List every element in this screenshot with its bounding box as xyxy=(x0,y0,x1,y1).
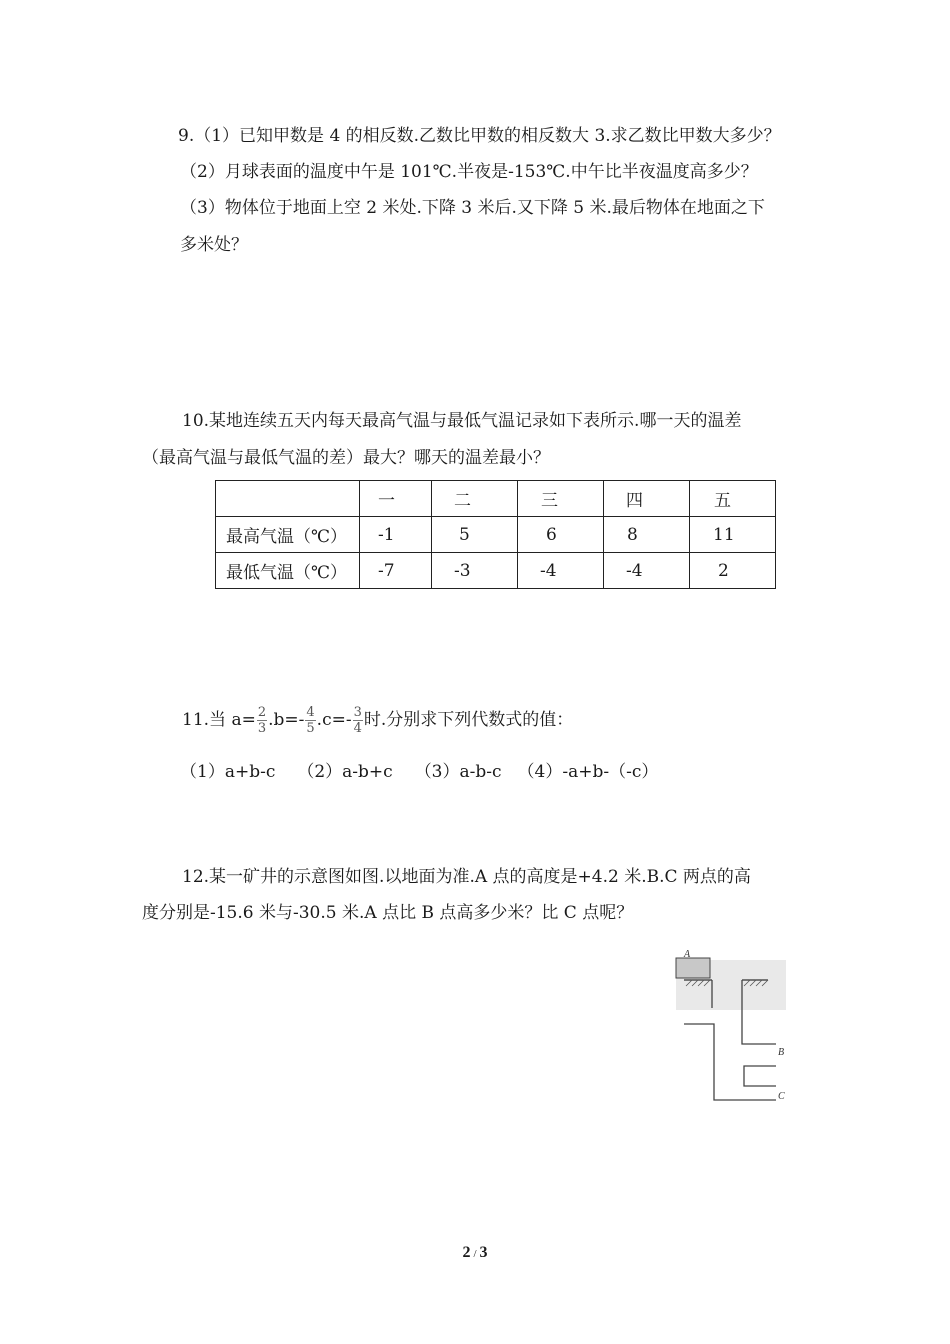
table-row-label-high: 最高气温（℃） xyxy=(216,517,360,553)
table-header-row xyxy=(216,481,776,517)
q11-prefix: 11.当 a= xyxy=(182,710,256,730)
q11-item-2: （2）a-b+c xyxy=(297,762,393,782)
fraction-b-numerator: 4 xyxy=(306,705,315,720)
q12-line-1: 12.某一矿井的示意图如图.以地面为准.A 点的高度是+4.2 米.B.C 两点的高 xyxy=(182,867,751,887)
q12-line-2: 度分别是-15.6 米与-30.5 米.A 点比 B 点高多少米？比 C 点呢？ xyxy=(142,903,634,923)
table-cell: -7 xyxy=(360,553,432,589)
table-cell: -3 xyxy=(432,553,518,589)
q11-item-4: （4）-a+b-（-c） xyxy=(517,762,659,782)
point-b-label: B xyxy=(778,1047,785,1058)
table-header-day-4: 四 xyxy=(604,481,690,517)
table-cell: 5 xyxy=(432,517,518,553)
shaft-gallery-c xyxy=(744,1066,776,1086)
fraction-c-denominator: 4 xyxy=(353,721,362,736)
q10-line-1: 10.某地连续五天内每天最高气温与最低气温记录如下表所示.哪一天的温差 xyxy=(182,411,742,431)
table-row-label-low: 最低气温（℃） xyxy=(216,553,360,589)
mine-shaft-diagram xyxy=(668,940,798,1110)
page-number xyxy=(0,1244,950,1262)
table-cell: 11 xyxy=(690,517,776,553)
q11-b-label: .b=- xyxy=(268,710,305,730)
q11-items xyxy=(180,760,658,784)
point-a-label: A xyxy=(684,949,691,960)
q9-line-2: （2）月球表面的温度中午是 101℃.半夜是-153℃.中午比半夜温度高多少？ xyxy=(180,162,758,182)
table-cell: -1 xyxy=(360,517,432,553)
fraction-a-denominator: 3 xyxy=(257,721,267,736)
table-header-day-2: 二 xyxy=(432,481,518,517)
fraction-c-numerator: 3 xyxy=(353,705,362,720)
table-header-day-1: 一 xyxy=(360,481,432,517)
q9-line-4: 多米处？ xyxy=(180,235,248,255)
table-cell: -4 xyxy=(604,553,690,589)
point-a-building xyxy=(676,958,710,978)
q11-c-label: .c=- xyxy=(316,710,352,730)
fraction-b xyxy=(305,705,315,736)
table-row-low xyxy=(216,553,776,589)
page-current: 2 xyxy=(462,1244,471,1261)
fraction-a xyxy=(257,705,267,736)
q11-line-1 xyxy=(182,700,573,740)
page-separator: / xyxy=(473,1248,477,1260)
table-header-day-5: 五 xyxy=(690,481,776,517)
table-cell: 6 xyxy=(518,517,604,553)
q10-line-2: （最高气温与最低气温的差）最大？哪天的温差最小？ xyxy=(142,448,550,468)
fraction-c xyxy=(353,705,363,736)
table-cell: 8 xyxy=(604,517,690,553)
table-header-day-3: 三 xyxy=(518,481,604,517)
q11-item-3: （3）a-b-c xyxy=(414,762,502,782)
table-corner-cell xyxy=(216,481,360,517)
table-row-high xyxy=(216,517,776,553)
shaft-left-lower-wall xyxy=(684,1024,776,1100)
q9-line-3: （3）物体位于地面上空 2 米处.下降 3 米后.又下降 5 米.最后物体在地面之下 xyxy=(180,198,765,218)
page-total: 3 xyxy=(479,1244,488,1261)
fraction-b-denominator: 5 xyxy=(306,721,315,736)
fraction-a-numerator: 2 xyxy=(257,705,267,720)
point-c-label: C xyxy=(778,1091,785,1102)
q9-line-1: 9.（1）已知甲数是 4 的相反数.乙数比甲数的相反数大 3.求乙数比甲数大多少？ xyxy=(178,126,781,146)
q11-item-1: （1）a+b-c xyxy=(180,762,276,782)
table-cell: -4 xyxy=(518,553,604,589)
q11-suffix: 时.分别求下列代数式的值： xyxy=(363,710,574,730)
temperature-table xyxy=(215,480,776,589)
table-cell: 2 xyxy=(690,553,776,589)
